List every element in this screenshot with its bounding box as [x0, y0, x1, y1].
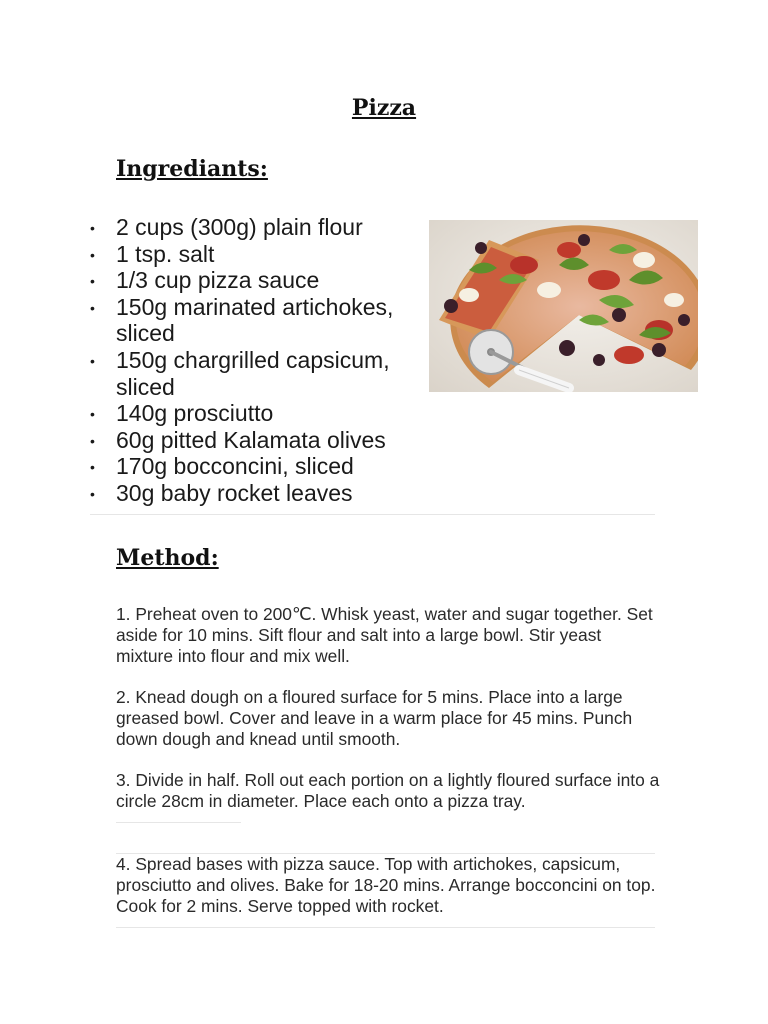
method-heading: Method: [116, 545, 219, 571]
ingredient-item [90, 267, 420, 294]
bullet-icon: • [90, 352, 95, 369]
pizza-illustration [429, 220, 698, 392]
ingredient-text: 170g bocconcini, sliced [116, 453, 354, 480]
ingredient-item [90, 294, 420, 347]
ingredients-list [90, 214, 420, 507]
ingredient-text: 30g baby rocket leaves [116, 479, 353, 506]
bullet-icon: • [90, 406, 95, 423]
divider-line [116, 822, 241, 823]
bullet-icon: • [90, 273, 95, 290]
ingredient-item [90, 453, 420, 480]
method-step: 3. Divide in half. Roll out each portion on a lightly floured surface into a circle 28cm in diameter. Place each onto a pizza tray. [116, 770, 660, 811]
ingredient-text: 150g chargrilled capsicum, sliced [116, 346, 390, 400]
ingredient-text: 1 tsp. salt [116, 240, 215, 267]
ingredients-heading: Ingrediants: [116, 156, 268, 182]
ingredient-item [90, 241, 420, 268]
ingredient-item [90, 400, 420, 427]
divider-line [116, 927, 655, 928]
page-title: Pizza [351, 95, 417, 121]
bullet-icon: • [90, 432, 95, 449]
bullet-icon: • [90, 299, 95, 316]
method-step: 4. Spread bases with pizza sauce. Top with artichokes, capsicum, prosciutto and olives. Bake for 18-20 mins. Arrange bocconcini on top. Cook for 2 mins. Serve topped with rocket. [116, 854, 656, 916]
ingredient-text: 140g prosciutto [116, 400, 274, 427]
ingredient-item [90, 427, 420, 454]
bullet-icon: • [90, 220, 95, 236]
bullet-icon: • [90, 485, 95, 502]
method-step: 2. Knead dough on a floured surface for 5 mins. Place into a large greased bowl. Cover and leave in a warm place for 45 mins. Punch down dough and knead until smooth. [116, 687, 633, 749]
ingredient-text: 150g marinated artichokes, sliced [116, 293, 394, 347]
bullet-icon: • [90, 246, 95, 263]
ingredient-text: 60g pitted Kalamata olives [116, 426, 386, 453]
pizza-photo [429, 220, 698, 392]
ingredient-text: 1/3 cup pizza sauce [116, 267, 320, 294]
method-step: 1. Preheat oven to 200℃. Whisk yeast, water and sugar together. Set aside for 10 mins. Sift flour and salt into a large bowl. Stir yeast mixture into flour and mix well. [116, 604, 653, 666]
ingredient-item [90, 480, 420, 507]
bullet-icon: • [90, 459, 95, 476]
ingredient-item [90, 347, 420, 400]
ingredient-item [90, 214, 420, 241]
divider-line [90, 514, 655, 515]
ingredient-text: 2 cups (300g) plain flour [116, 214, 363, 240]
